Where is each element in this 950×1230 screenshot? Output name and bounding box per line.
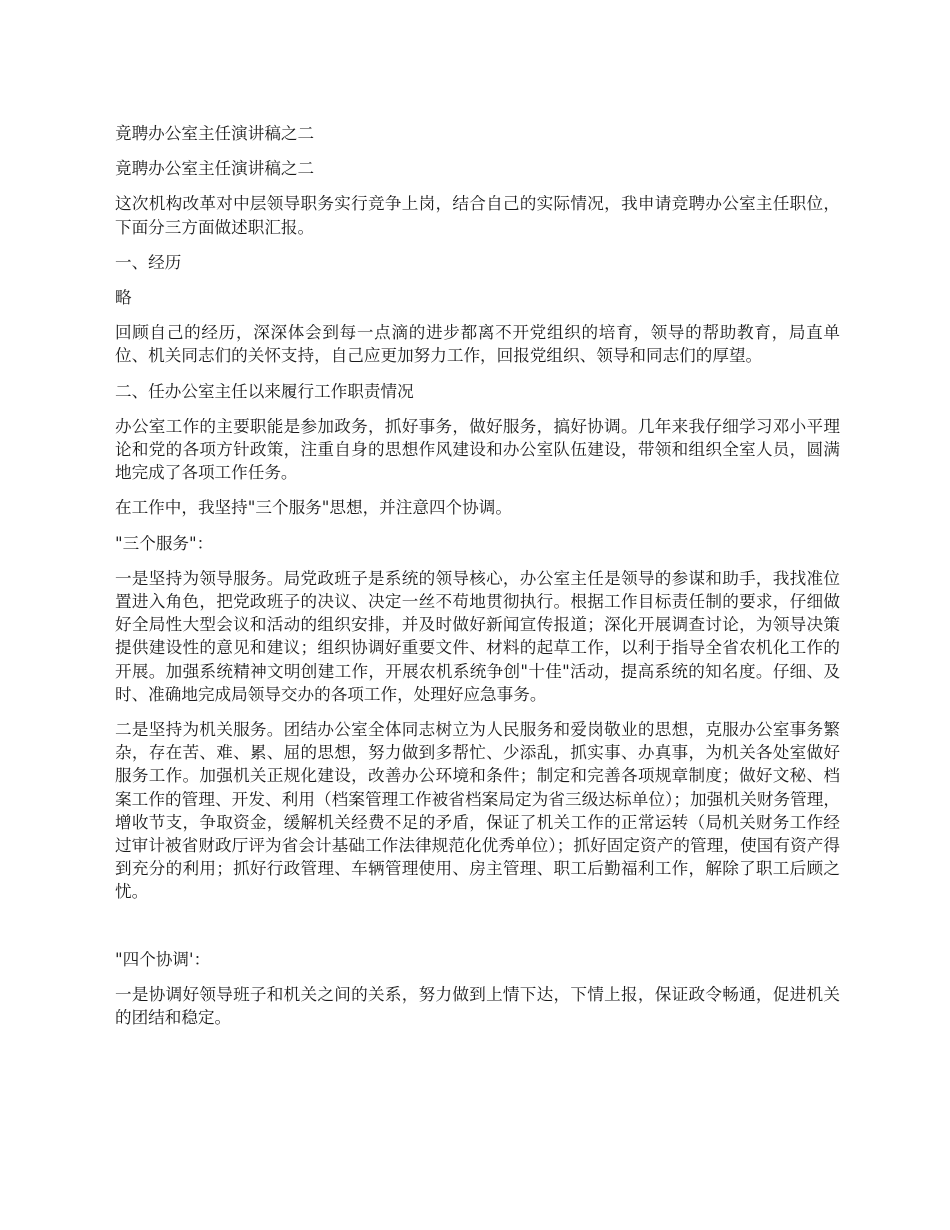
subheading-three-services: "三个服务"： [115, 533, 214, 553]
paragraph-main-functions: 办公室工作的主要职能是参加政务，抓好事务，做好服务，搞好协调。几年来我仔细学习邓小平理论和党的各项方针政策，注重自身的思想作风建设和办公室队伍建设，带领和组织全室人员，圆满地完成了各项工作任务。 [115, 416, 840, 483]
paragraph-omitted: 略 [115, 288, 132, 308]
paragraph-serve-leaders: 一是坚持为领导服务。局党政班子是系统的领导核心，办公室主任是领导的参谋和助手，我找准位置进入角色，把党政班子的决议、决定一丝不苟地贯彻执行。根据工作目标责任制的要求，仔细做好全局性大型会议和活动的组织安排，并及时做好新闻宣传报道；深化开展调查讨论，为领导决策提供建设性的意见和建议；组织协调好重要文件、材料的起草工作，以利于指导全省农机化工作的开展。加强系统精神文明创建工作，开展农机系统争创"十佳"活动，提高系统的知名度。仔细、及时、准确地完成局领导交办的各项工作，处理好应急事务。 [115, 568, 840, 704]
paragraph-three-services-intro: 在工作中，我坚持"三个服务"思想，并注意四个协调。 [115, 498, 512, 518]
paragraph-coordinate-leadership: 一是协调好领导班子和机关之间的关系，努力做到上情下达，下情上报，保证政令畅通，促进机关的团结和稳定。 [115, 984, 840, 1028]
section-heading-duties: 二、任办公室主任以来履行工作职责情况 [115, 381, 414, 401]
subheading-four-coordinations: "四个协调'： [115, 949, 211, 969]
section-heading-experience: 一、经历 [115, 252, 182, 272]
document-title: 竟聘办公室主任演讲稿之二 [115, 124, 315, 143]
document-body [115, 122, 840, 1041]
paragraph-serve-organs: 二是坚持为机关服务。团结办公室全体同志树立为人民服务和爱岗敬业的思想，克服办公室事务繁杂，存在苦、难、累、屈的思想，努力做到多帮忙、少添乱，抓实事、办真事，为机关各处室做好服务工作。加强机关正规化建设，改善办公环境和条件；制定和完善各项规章制度；做好文秘、档案工作的管理、开发、利用（档案管理工作被省档案局定为省三级达标单位）；加强机关财务管理，增收节支，争取资金，缓解机关经费不足的矛盾，保证了机关工作的正常运转（局机关财务工作经过审计被省财政厅评为省会计基础工作法律规范化优秀单位）；抓好固定资产的管理，使国有资产得到充分的利用；抓好行政管理、车辆管理使用、房主管理、职工后勤福利工作，解除了职工后顾之忧。 [115, 720, 840, 902]
paragraph-reflection: 回顾自己的经历，深深体会到每一点滴的进步都离不开党组织的培育，领导的帮助教育，局直单位、机关同志们的关怀支持，自己应更加努力工作，回报党组织、领导和同志们的厚望。 [115, 323, 840, 366]
document-subtitle: 竟聘办公室主任演讲稿之二 [115, 159, 315, 179]
intro-paragraph: 这次机构改革对中层领导职务实行竞争上岗，结合自己的实际情况，我申请竞聘办公室主任职位，下面分三方面做述职汇报。 [115, 194, 840, 237]
